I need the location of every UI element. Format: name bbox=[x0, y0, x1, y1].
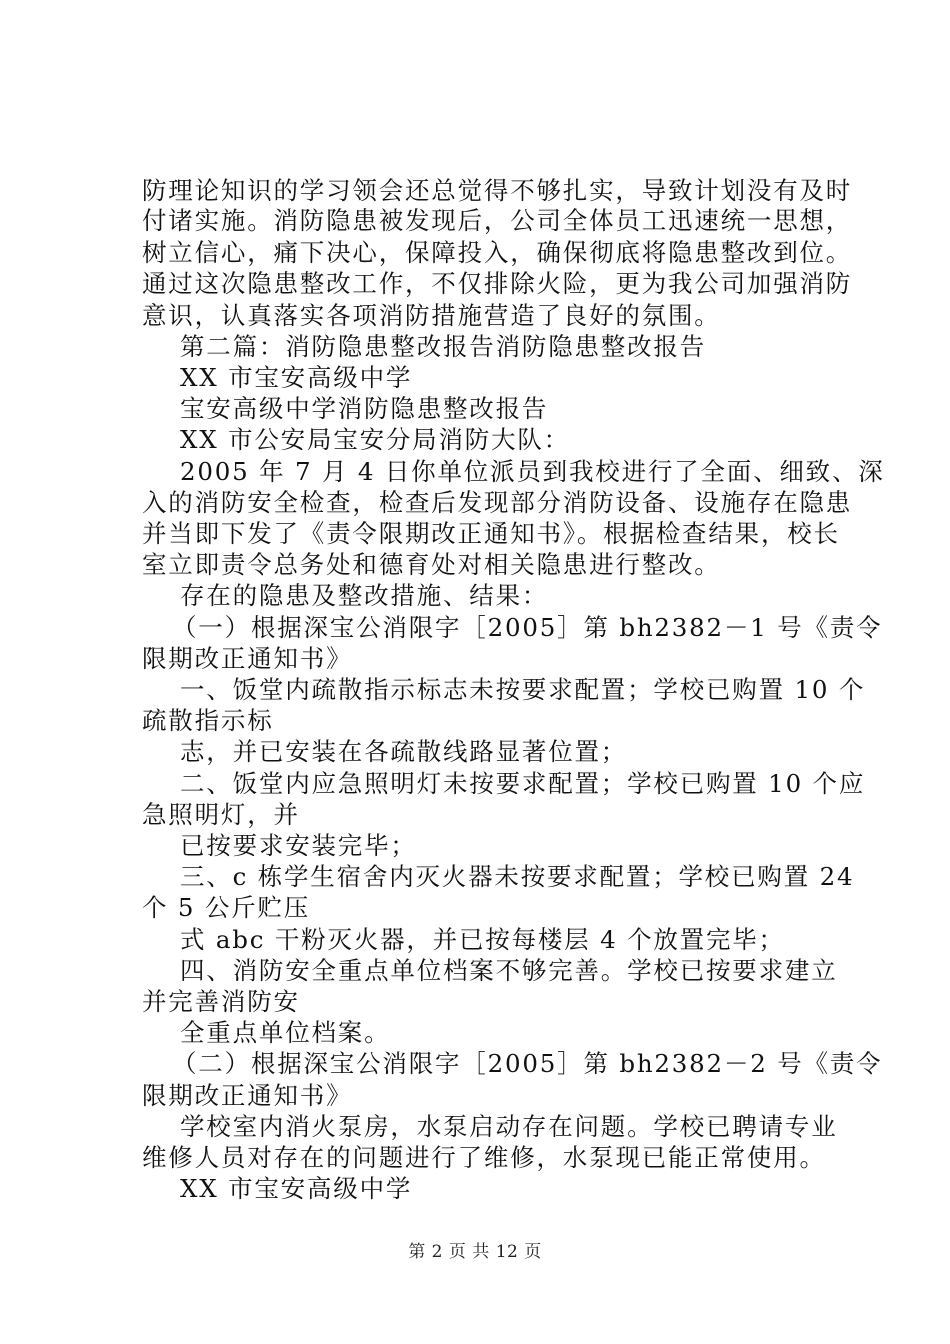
text-line: XX 市宝安高级中学 bbox=[180, 363, 413, 392]
text-line: 个 5 公斤贮压 bbox=[142, 893, 311, 922]
text-line: 式 abc 干粉灭火器，并已按每楼层 4 个放置完毕； bbox=[180, 925, 785, 954]
text-line: 付诸实施。消防隐患被发现后，公司全体员工迅速统一思想， bbox=[142, 206, 853, 235]
signature-line: XX 市宝安高级中学 bbox=[180, 1174, 413, 1203]
text-line: 维修人员对存在的问题进行了维修，水泵现已能正常使用。 bbox=[142, 1143, 826, 1172]
section-heading: 第二篇：消防隐患整改报告消防隐患整改报告 bbox=[180, 332, 706, 361]
text-line: 存在的隐患及整改措施、结果： bbox=[180, 581, 549, 610]
text-line: 志，并已安装在各疏散线路显著位置； bbox=[180, 737, 628, 766]
text-line: 疏散指示标 bbox=[142, 706, 274, 735]
text-line: 入的消防安全检查，检查后发现部分消防设备、设施存在隐患 bbox=[142, 488, 853, 517]
text-line: （二）根据深宝公消限字［2005］第 bh2382－2 号《责令 bbox=[172, 1049, 883, 1078]
addressee: XX 市公安局宝安分局消防大队： bbox=[180, 425, 570, 454]
text-line: 限期改正通知书》 bbox=[142, 644, 353, 673]
text-line: 意识，认真落实各项消防措施营造了良好的氛围。 bbox=[142, 301, 721, 330]
text-line: 并完善消防安 bbox=[142, 987, 300, 1016]
text-line: 已按要求安装完毕； bbox=[180, 831, 417, 860]
text-line: 限期改正通知书》 bbox=[142, 1081, 353, 1110]
text-line: 一、饭堂内疏散指示标志未按要求配置；学校已购置 10 个 bbox=[180, 675, 866, 704]
text-line: 全重点单位档案。 bbox=[180, 1018, 391, 1047]
report-title: 宝安高级中学消防隐患整改报告 bbox=[180, 394, 549, 423]
page-footer: 第 2 页 共 12 页 bbox=[408, 1242, 542, 1262]
text-line: 三、c 栋学生宿舍内灭火器未按要求配置；学校已购置 24 bbox=[180, 862, 855, 891]
text-line: 急照明灯，并 bbox=[142, 800, 300, 829]
text-line: 并当即下发了《责令限期改正通知书》。根据检查结果，校长 bbox=[142, 519, 840, 548]
text-line: 二、饭堂内应急照明灯未按要求配置；学校已购置 10 个应 bbox=[180, 769, 866, 798]
text-line: 树立信心，痛下决心，保障投入，确保彻底将隐患整改到位。 bbox=[142, 238, 853, 267]
text-line: 室立即责令总务处和德育处对相关隐患进行整改。 bbox=[142, 550, 721, 579]
text-line: 通过这次隐患整改工作，不仅排除火险，更为我公司加强消防 bbox=[142, 269, 853, 298]
text-line: 四、消防安全重点单位档案不够完善。学校已按要求建立 bbox=[180, 956, 838, 985]
text-line: （一）根据深宝公消限字［2005］第 bh2382－1 号《责令 bbox=[172, 613, 883, 642]
text-line: 2005 年 7 月 4 日你单位派员到我校进行了全面、细致、深 bbox=[180, 457, 885, 486]
text-line: 学校室内消火泵房，水泵启动存在问题。学校已聘请专业 bbox=[180, 1112, 838, 1141]
text-line: 防理论知识的学习领会还总觉得不够扎实，导致计划没有及时 bbox=[142, 176, 853, 205]
